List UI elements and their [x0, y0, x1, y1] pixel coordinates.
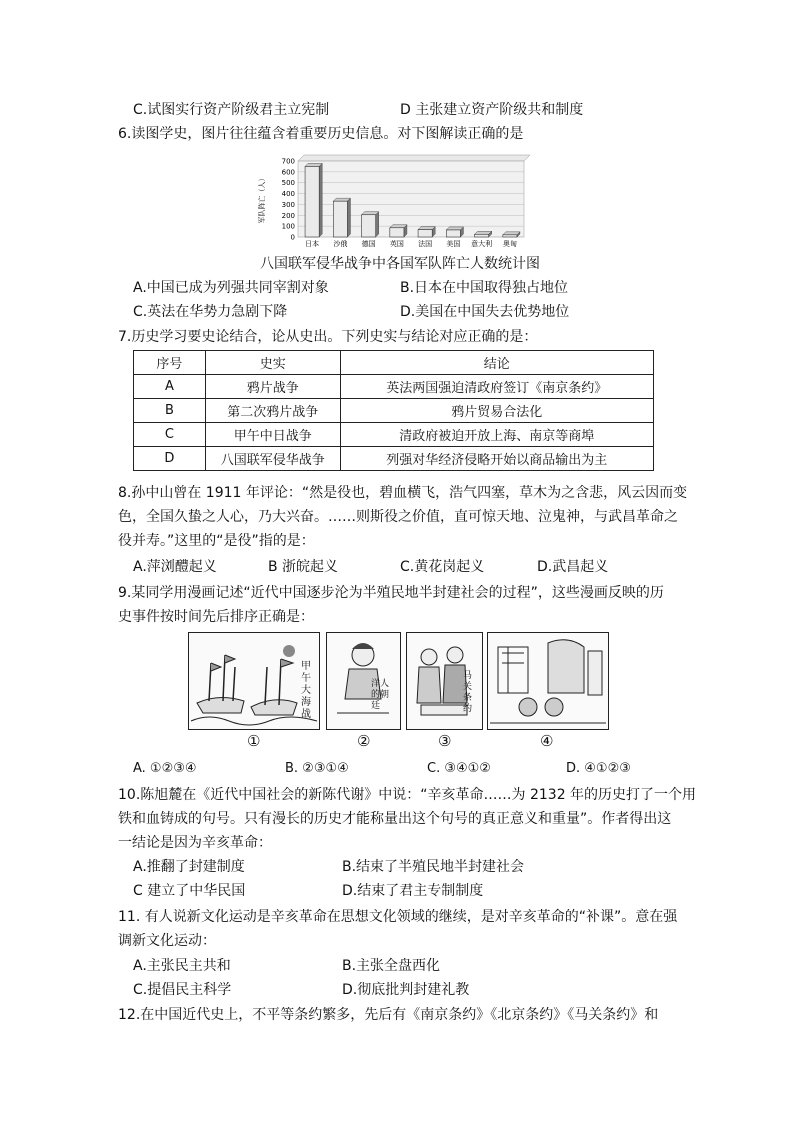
q9-option-b: B. ②③①④ — [285, 761, 349, 776]
q7-stem: 7.历史学习要史论结合，论从史出。下列史实与结论对应正确的是： — [118, 329, 538, 345]
table-cell: 甲午中日战争 — [205, 423, 340, 447]
table-header: 史实 — [205, 351, 340, 375]
chart-y-tick-label: 600 — [281, 168, 295, 177]
table-header: 序号 — [134, 351, 206, 375]
q10-option-c: C 建立了中华民国 — [133, 883, 246, 899]
table-cell: 第二次鸦片战争 — [205, 399, 340, 423]
q5-option-c: C.试图实行资产阶级君主立宪制 — [133, 102, 330, 118]
ruins-illustration — [488, 633, 608, 729]
table-cell: B — [134, 399, 206, 423]
cartoon-number-4: ④ — [540, 732, 554, 750]
cartoon-1 — [188, 632, 320, 730]
cartoon-3-label: 马关条约 — [463, 671, 473, 714]
q9-line-2: 史事件按时间先后排序正确是： — [118, 609, 314, 625]
cartoon-2-label: 洋人的朝廷 — [371, 679, 390, 711]
table-row — [134, 399, 654, 423]
q8-option-c: C.黄花岗起义 — [400, 559, 485, 575]
table-row — [134, 423, 654, 447]
cartoon-2 — [326, 632, 401, 730]
chart-bar-日本 — [305, 166, 319, 237]
table-cell: 八国联军侵华战争 — [205, 447, 340, 471]
table-cell: A — [134, 375, 206, 399]
table-cell: 列强对华经济侵略开始以商品输出为主 — [340, 447, 653, 471]
chart-x-tick-label: 意大利 — [471, 240, 493, 248]
chart-bar-美国 — [446, 230, 460, 237]
chart-y-tick-label: 300 — [281, 200, 295, 209]
chart-y-tick-label: 400 — [281, 190, 295, 199]
q6-option-c: C.英法在华势力急剧下降 — [133, 304, 288, 320]
chart-bar-top — [333, 198, 350, 201]
chart-bar-top — [390, 225, 407, 228]
chart-y-tick-label: 100 — [281, 222, 295, 231]
chart-y-tick-label: 700 — [281, 157, 295, 166]
chart-x-tick-label: 英国 — [389, 240, 404, 248]
chart-x-tick-label: 法国 — [418, 240, 433, 248]
q8-option-b: B 浙皖起义 — [268, 559, 339, 575]
chart-bar-top — [362, 212, 379, 215]
q11-line-2: 调新文化运动： — [118, 933, 216, 949]
table-cell: 鸦片贸易合法化 — [340, 399, 653, 423]
cartoon-number-1: ① — [247, 732, 261, 750]
q5-option-d: D 主张建立资产阶级共和制度 — [400, 102, 584, 118]
chart-bar-德国 — [362, 215, 376, 237]
q10-line-2: 铁和血铸成的句号。只有漫长的历史才能称量出这个句号的真正意义和重量”。作者得出这 — [118, 811, 672, 827]
q11-line-1: 11. 有人说新文化运动是辛亥革命在思想文化领域的继续，是对辛亥革命的“补课”。意在强 — [118, 909, 678, 925]
q8-line-1: 8.孙中山曾在 1911 年评论：“然是役也，碧血横飞，浩气四塞，草木为之含悲，风云因而变 — [118, 485, 688, 501]
q10-option-d: D.结束了君主专制制度 — [342, 883, 484, 899]
cartoon-number-2: ② — [357, 732, 371, 750]
chart-bar-top — [446, 227, 463, 230]
chart-bar-意大利 — [475, 234, 489, 237]
table-cell: 鸦片战争 — [205, 375, 340, 399]
q8-line-3: 役并寿。”这里的“是役”指的是： — [118, 533, 315, 549]
q12-stem: 12.在中国近代史上，不平等条约繁多，先后有《南京条约》《北京条约》《马关条约》和 — [118, 1007, 659, 1023]
warships-illustration — [189, 633, 319, 729]
cartoon-4 — [487, 632, 609, 730]
chart-y-tick-label: 200 — [281, 211, 295, 220]
q10-line-1: 10.陈旭麓在《近代中国社会的新陈代谢》中说：“辛亥革命……为 2132 年的历史打了一个用 — [118, 787, 697, 803]
cartoon-1-label: 甲午大海战 — [301, 661, 311, 720]
chart-caption: 八国联军侵华战争中各国军队阵亡人数统计图 — [260, 256, 540, 272]
q11-option-d: D.彻底批判封建礼教 — [342, 982, 470, 998]
chart-bar-奥匈 — [503, 235, 517, 237]
q6-option-b: B.日本在中国取得独占地位 — [400, 280, 569, 296]
q6-option-d: D.美国在中国失去优势地位 — [400, 304, 570, 320]
chart-bar-top — [305, 163, 322, 166]
chart-bar-top — [475, 231, 492, 234]
casualty-bar-chart — [258, 153, 534, 249]
q10-line-3: 一结论是因为辛亥革命： — [118, 835, 272, 851]
chart-y-label: 军队阵亡（人） — [258, 174, 266, 224]
chart-x-tick-label: 日本 — [305, 240, 320, 248]
q7-table — [133, 350, 654, 471]
q9-option-c: C. ③④①② — [427, 761, 491, 776]
table-cell: 清政府被迫开放上海、南京等商埠 — [340, 423, 653, 447]
q8-option-d: D.武昌起义 — [537, 559, 609, 575]
q9-line-1: 9.某同学用漫画记述“近代中国逐步沦为半殖民地半封建社会的过程”，这些漫画反映的历 — [118, 585, 664, 601]
chart-bar-top — [503, 232, 520, 235]
chart-x-tick-label: 美国 — [446, 240, 461, 248]
q8-line-2: 色，全国久蛰之人心，乃大兴奋。……则斯役之价值，直可惊天地、泣鬼神，与武昌革命之 — [118, 509, 678, 525]
q10-option-a: A.推翻了封建制度 — [133, 859, 245, 875]
chart-x-tick-label: 沙俄 — [333, 240, 348, 248]
q6-option-a: A.中国已成为列强共同宰割对象 — [133, 280, 329, 296]
table-row — [134, 447, 654, 471]
chart-bar-side — [319, 163, 322, 237]
chart-bar-沙俄 — [333, 201, 347, 237]
q11-option-b: B.主张全盘西化 — [342, 958, 441, 974]
q6-stem: 6.读图学史，图片往往蕴含着重要历史信息。对下图解读正确的是 — [118, 126, 524, 142]
table-header-row — [134, 351, 654, 375]
table-cell: C — [134, 423, 206, 447]
chart-y-tick-label: 500 — [281, 179, 295, 188]
table-cell: D — [134, 447, 206, 471]
cartoon-3 — [406, 632, 483, 730]
q9-option-a: A. ①②③④ — [133, 761, 197, 776]
chart-bar-法国 — [418, 230, 432, 237]
chart-bar-英国 — [390, 228, 404, 237]
table-row — [134, 375, 654, 399]
q11-option-c: C.提倡民主科学 — [133, 982, 232, 998]
q9-option-d: D. ④①②③ — [566, 761, 631, 776]
chart-bar-side — [376, 212, 379, 237]
chart-bar-side — [347, 198, 350, 237]
q11-option-a: A.主张民主共和 — [133, 958, 231, 974]
chart-x-tick-label: 奥匈 — [502, 240, 517, 248]
cartoon-number-3: ③ — [438, 732, 452, 750]
table-header: 结论 — [340, 351, 653, 375]
chart-y-tick-label: 0 — [290, 233, 295, 242]
q10-option-b: B.结束了半殖民地半封建社会 — [342, 859, 525, 875]
table-cell: 英法两国强迫清政府签订《南京条约》 — [340, 375, 653, 399]
chart-bar-top — [418, 227, 435, 230]
chart-x-tick-label: 德国 — [361, 240, 376, 248]
q8-option-a: A.萍浏醴起义 — [133, 559, 217, 575]
